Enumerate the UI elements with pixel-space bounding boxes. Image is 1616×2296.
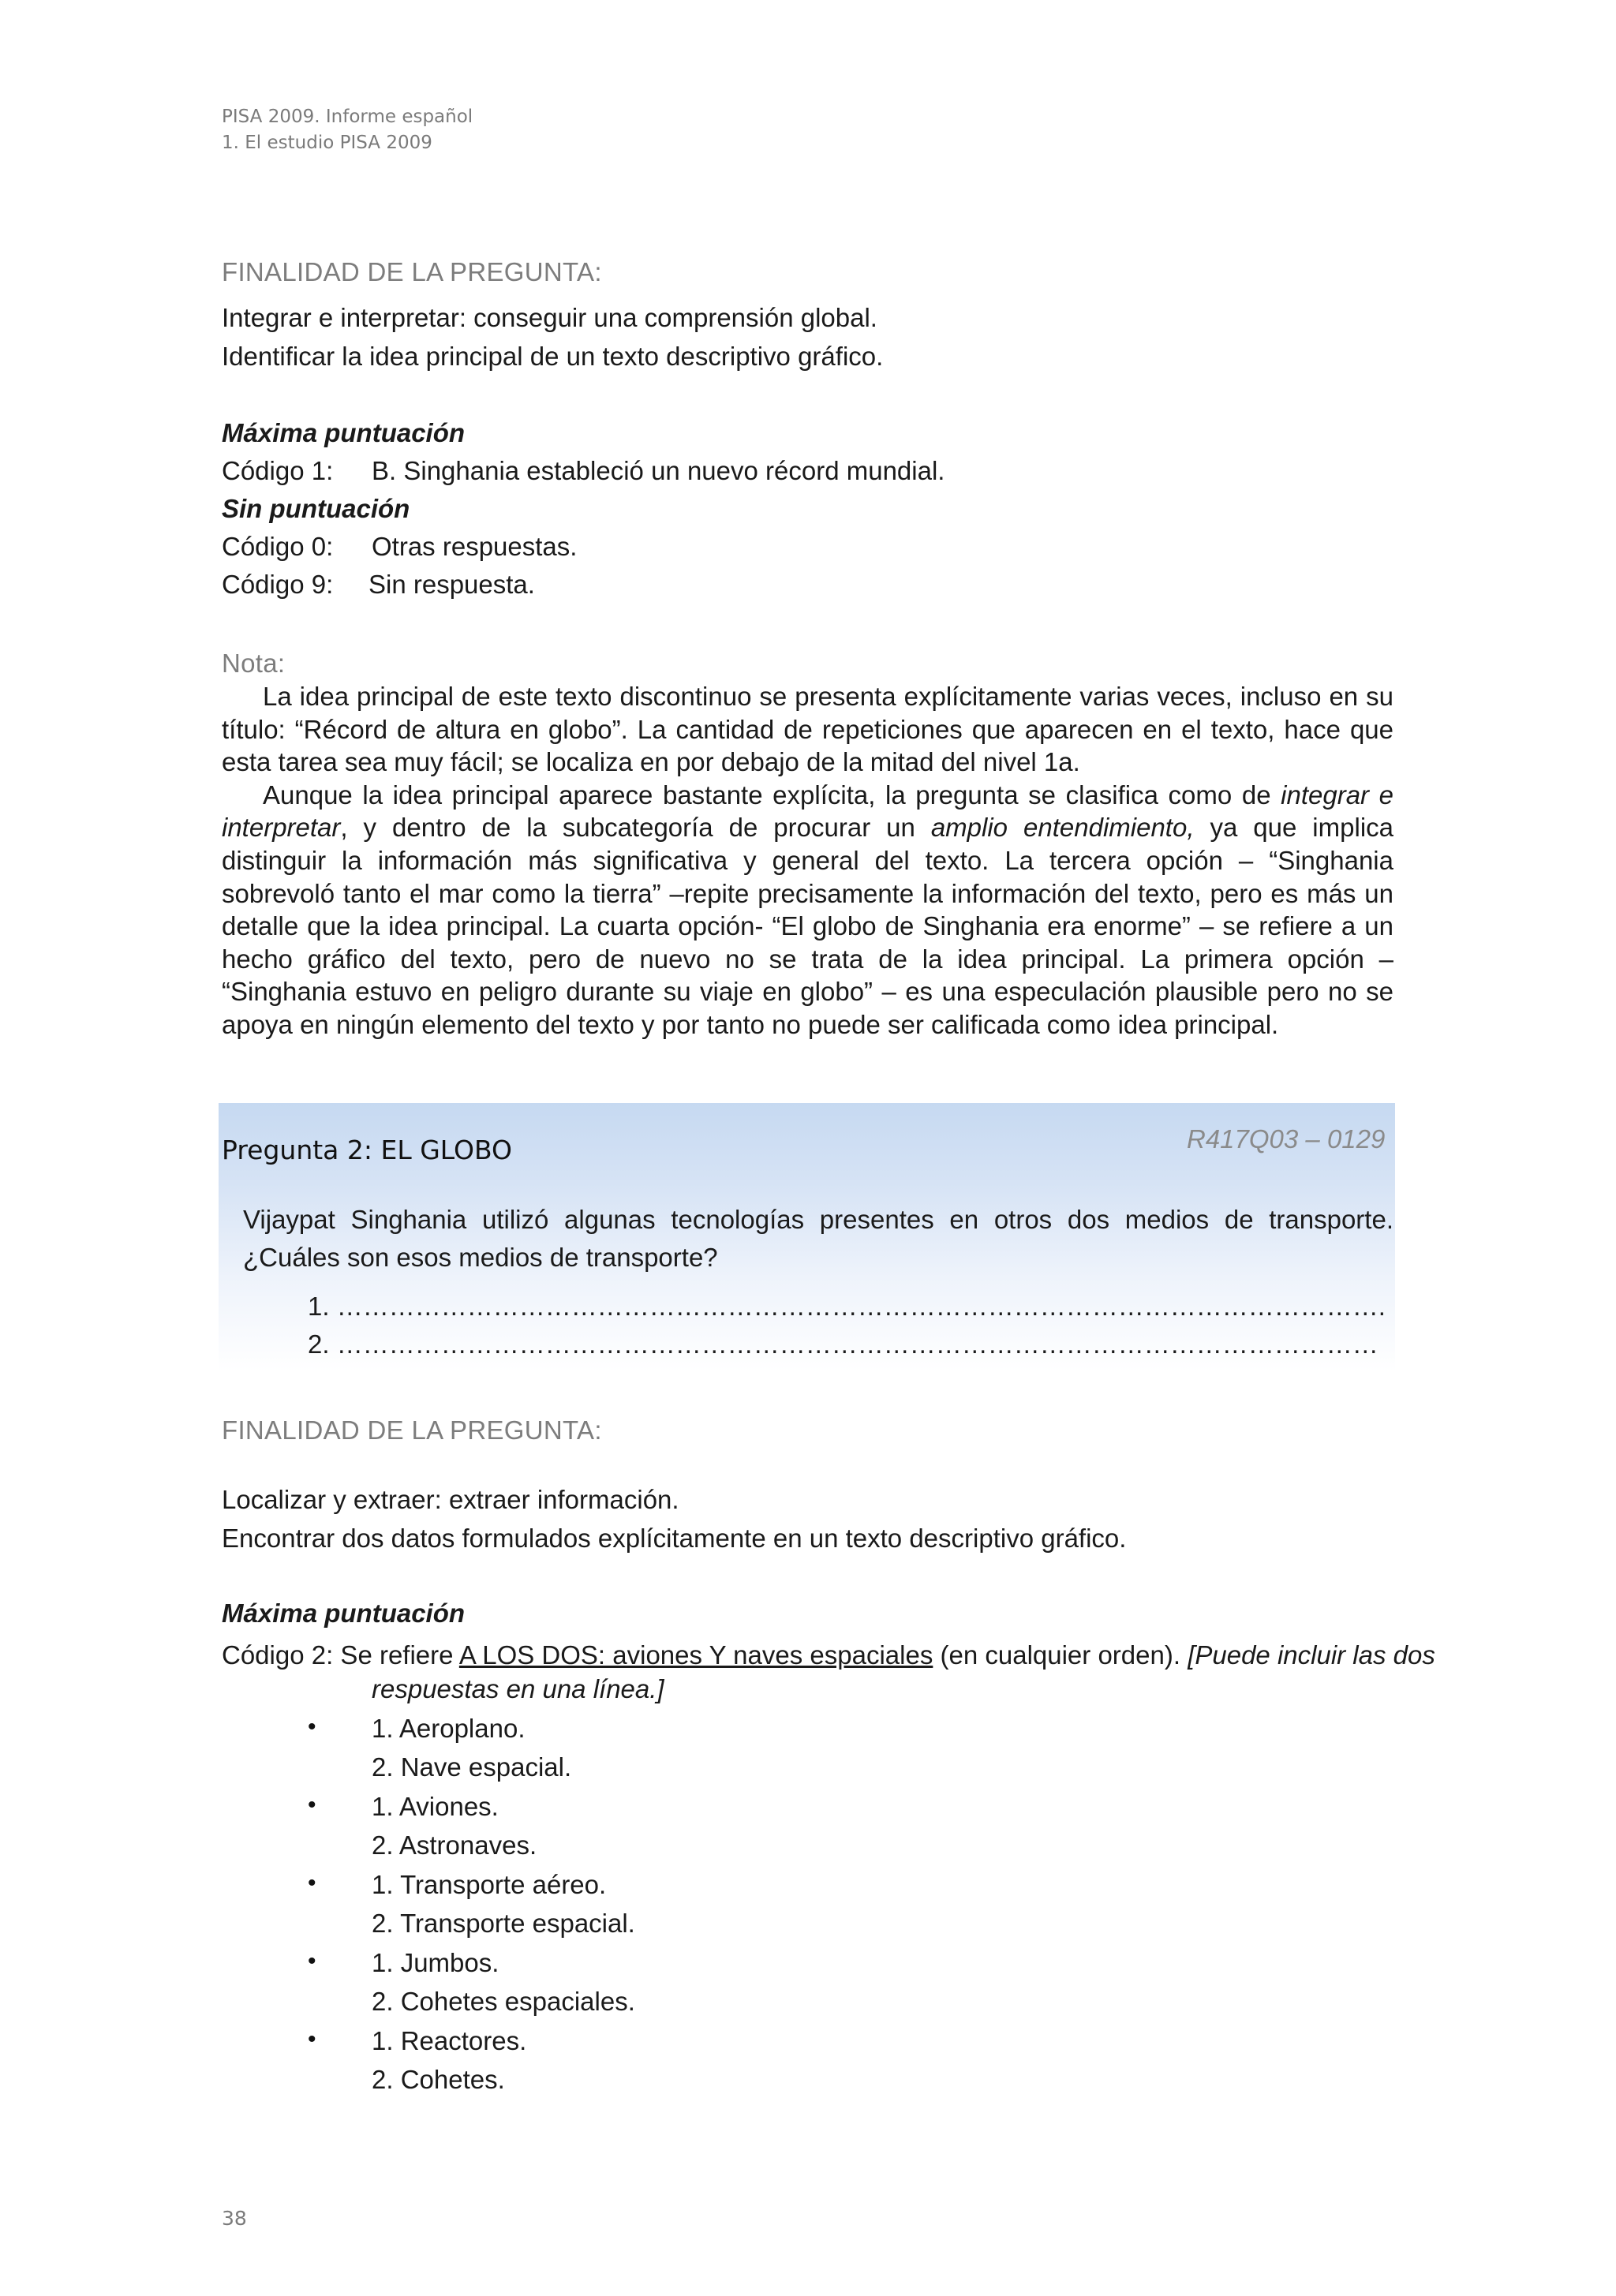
bullet-icon: •	[308, 1870, 316, 1896]
page-number: 38	[222, 2207, 247, 2230]
code-label: Código 1:	[222, 456, 334, 485]
bullet-icon: •	[308, 1948, 316, 1974]
list-item: 2. Cohetes espaciales.	[372, 1987, 635, 2016]
nota-paragraph: La idea principal de este texto discontinuo se presenta explícitamente varias veces, incluso en su título: “Récord de altura en globo”. La cantidad de repeticiones que aparecen en el texto, hace que esta tarea sea muy fácil; se localiza en por debajo de la mitad del nivel 1a.	[222, 682, 1393, 777]
list-item: 1. Transporte aéreo.	[372, 1870, 607, 1899]
code-text: Se refiere	[333, 1640, 459, 1670]
code-2-row	[222, 1636, 1435, 1674]
finalidad-line: Integrar e interpretar: conseguir una comprensión global.	[222, 303, 877, 332]
list-item: 2. Transporte espacial.	[372, 1909, 635, 1938]
nota-heading: Nota:	[222, 649, 286, 678]
bullet-icon: •	[308, 2026, 316, 2052]
code-text: (en cualquier orden).	[933, 1640, 1188, 1670]
code-label: Código 2:	[222, 1640, 334, 1670]
list-item: 1. Jumbos.	[372, 1948, 499, 1977]
list-item: 2. Cohetes.	[372, 2065, 505, 2094]
max-score-heading: Máxima puntuación	[222, 418, 466, 447]
max-score-heading: Máxima puntuación	[222, 1599, 466, 1628]
finalidad-line: Encontrar dos datos formulados explícitamente en un texto descriptivo gráfico.	[222, 1524, 1127, 1553]
finalidad-heading: FINALIDAD DE LA PREGUNTA:	[222, 257, 602, 286]
code-note-continuation: respuestas en una línea.]	[372, 1674, 664, 1703]
finalidad-heading: FINALIDAD DE LA PREGUNTA:	[222, 1415, 602, 1445]
code-description: B. Singhania estableció un nuevo récord mundial.	[372, 456, 945, 485]
code-label: Código 9:	[222, 570, 334, 599]
answer-line-1[interactable]: 1. ………………………………………………………………………………………………………….	[308, 1292, 1386, 1321]
question-text: Vijaypat Singhania utilizó algunas tecnologías presentes en otros dos medios de transporte. ¿Cuáles son esos medios de transporte?	[243, 1205, 1393, 1272]
code-1-row	[222, 456, 945, 486]
list-item: 2. Astronaves.	[372, 1830, 537, 1860]
code-description: Sin respuesta.	[368, 570, 535, 599]
finalidad-line: Localizar y extraer: extraer información.	[222, 1485, 679, 1514]
running-header-chapter: 1. El estudio PISA 2009	[222, 133, 432, 153]
nota-body	[222, 680, 1393, 1041]
list-item: 1. Aeroplano.	[372, 1714, 526, 1743]
nota-paragraph: Aunque la idea principal aparece bastante explícita, la pregunta se clasifica como de integrar e interpretar, y dentro de la subcategoría de procurar un amplio entendimiento, ya que implica distinguir la información más significativa y general del texto. La tercera opción – “Singhania sobrevoló tanto el mar como la tierra” –repite precisamente la información del texto, pero es más un detalle que la idea principal. La cuarta opción- “El globo de Singhania era enorme” – se refiere a un hecho gráfico del texto, pero de nuevo no se trata de la idea principal. La primera opción – “Singhania estuvo en peligro durante su viaje en globo” – es una especulación plausible pero no se apoya en ningún elemento del texto y por tanto no puede ser calificada como idea principal.	[222, 780, 1394, 1039]
code-description: Otras respuestas.	[372, 532, 578, 561]
code-underlined-text: A LOS DOS: aviones Y naves espaciales	[458, 1640, 933, 1670]
code-label: Código 0:	[222, 532, 334, 561]
no-score-heading: Sin puntuación	[222, 494, 410, 523]
finalidad-line: Identificar la idea principal de un texto descriptivo gráfico.	[222, 342, 884, 371]
code-9-row	[222, 570, 535, 600]
code-0-row	[222, 532, 577, 562]
list-item: 2. Nave espacial.	[372, 1752, 572, 1782]
list-item: 1. Aviones.	[372, 1792, 499, 1821]
code-note: [Puede incluir las dos	[1188, 1640, 1435, 1670]
question-code: R417Q03 – 0129	[1187, 1124, 1386, 1154]
question-title: Pregunta 2: EL GLOBO	[222, 1135, 513, 1165]
list-item: 1. Reactores.	[372, 2026, 527, 2055]
answer-line-2[interactable]: 2. …………………………………………………………………………………………………………	[308, 1329, 1378, 1359]
bullet-icon: •	[308, 1714, 316, 1740]
bullet-icon: •	[308, 1792, 316, 1818]
running-header-title: PISA 2009. Informe español	[222, 107, 473, 127]
